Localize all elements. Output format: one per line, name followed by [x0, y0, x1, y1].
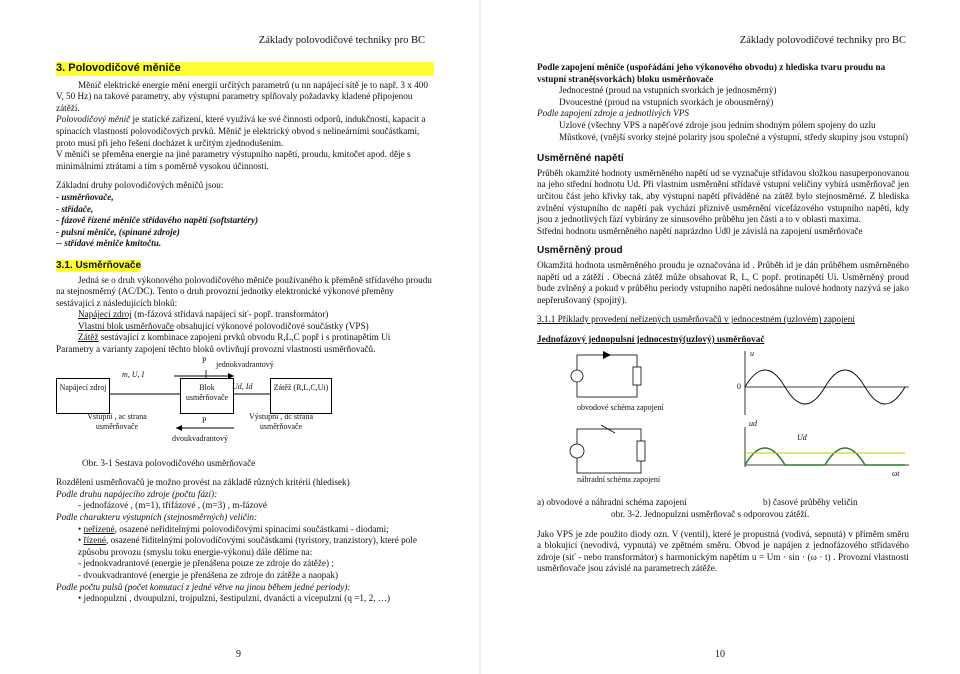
circuit-caption: obvodové schéma zapojení: [577, 403, 664, 413]
two-quadrant-label: dvoukvadrantový: [172, 433, 228, 443]
rectified-voltage-text: Průběh okamžité hodnoty usměrněného napětí ud se vyznačuje střídavou složkou nasuperponovanou na jeho střední hodnotu Ud. Při vlastním usměrnění střídavé vstupní veličiny vybírá usměrňovač jen určitou část jeho křivky tak, aby výstupní napětí přiváděné na zátěž bylo stejnosměrné. Z hlediska zvlnění výstupního dc napětí pak vychází přiznivě usměrnění vícefázového vstupního napětí, kdy jsou z jednotlivých fází vybírány ze sinusového průběhu jen části a to v oblasti maxima.: [537, 167, 909, 225]
rectified-voltage-text-2: Střední hodnotu usměrněného napětí naprázdno Ud0 je závislá na zapojení usměrňovače: [537, 225, 863, 236]
converter-types-title: Základní druhy polovodičových měničů jsou:: [56, 180, 224, 191]
criterion-two-quadrant: - dvoukvadrantové (energie je přenášena ze zdroje do zátěže a naopak): [78, 570, 339, 580]
criterion-pulses: • jednopulzní , dvoupulzní, trojpulzní, šestipulzní, dvanácti a vícepulzní (q =1, 2, …): [78, 593, 391, 604]
power-label-top: P: [202, 355, 207, 365]
intro-paragraph-2-text: je statické zařízení, které využívá ke své činnosti odporů, indukčností, kapacit a spínacích vlastností polovodičových prvků. Měnič je elektrický obvod s nelineárními součástkami, proto musí při jeho řešení docházet k určitým zjednodušením.: [56, 114, 426, 148]
source-bridge: Můstkové, (vnější svorky stejné polarity jsou společné a výstupní, středy skupiny jsou vstupní): [559, 131, 909, 142]
figure-caption-3-2: obr. 3-2. Jednopulzní usměrňovač s odporovou zátěží.: [611, 509, 810, 520]
term-semiconductor-converter: Polovodičový měnič: [56, 114, 131, 125]
rectifiers-intro: Jedná se o druh výkonového polovodičového měniče používaného k přeměně střídavého proudu na stejnosměrný (AC/DC). Tento o druh provozní jednotky elektronické výkonové přeměny sestávající z následujících bloků:: [56, 274, 432, 308]
label-omega-t: ωt: [892, 469, 900, 479]
rectified-voltage-title: Usměrněné napětí: [537, 153, 624, 165]
caption-b: b) časové průběhy veličin: [763, 497, 858, 508]
subsection-title: 3.1.1 Příklady provedení neřízených usměrňovačů v jednocestném (uzlovém) zapojení: [537, 314, 855, 325]
intro-paragraph-1: Měnič elektrické energie mění energii určitých parametrů (u nn napájecí sítě je to např. 3 x 400 V, 50 Hz) na takové parametry, aby výstupní parametry splňovaly požadavky kladené připojenou zátěží.: [56, 79, 428, 113]
connection-one-way: Jednocestné (proud na vstupních svorkách je jednosměrný): [559, 85, 777, 96]
criterion-uncontrolled: • neřízené, osazené neřiditelnými polovodičovými spínacími součástkami - diodami;: [78, 523, 389, 534]
connection-two-way: Dvoucestné (proud na vstupních svorkách je obousměrný): [559, 96, 774, 107]
converter-type-item: - střídače,: [56, 203, 94, 214]
caption-a: a) obvodové a náhradní schéma zapojení: [537, 497, 687, 508]
power-label-bottom: P: [202, 415, 207, 425]
criterion-single-quadrant: - jednokvadrantové (energie je přenášena pouze ze zdroje do zátěže) ;: [78, 558, 334, 569]
converter-type-item: - pulsní měniče, (spínané zdroje): [56, 226, 180, 237]
label-zero: 0: [737, 382, 741, 392]
figure-caption-3-1: Obr. 3-1 Sestava polovodičového usměrňovače: [82, 457, 256, 468]
block-item-source: Napájecí zdroj (m-fázová střídavá napájecí síť- popř. transformátor): [78, 309, 329, 320]
converter-type-item: -- střídavé měniče kmitočtu.: [56, 238, 162, 249]
criterion-phases: - jednofázové , (m=1), třífázové , (m=3) , m-fázové: [78, 500, 267, 511]
single-phase-rectifier-title: Jednofázový jednopulsní jednocestný(uzlový) usměrňovač: [537, 333, 765, 344]
final-paragraph: Jako VPS je zde použito diody ozn. V (ventil), které je propustná (vodivá, sepnutá) v příměm směru a blokující (nevodivá, vypnutá) ve zpětném směru. Obvod je napájen z jednofázového střídavého zdroje (síť - nebo transformátor) s harmonickým napětím u = Um · sin · (ω · t) . Provozní vlastnosti usměrňovače jsou závislé na parametrech zátěže.: [537, 528, 909, 574]
block-item-load: Zátěž sestávající z kombinace zapojení prvků obvodu R,L,C popř i s protinapětím Ui: [78, 332, 391, 343]
label-u: u: [750, 349, 754, 359]
page-number: 9: [236, 649, 241, 660]
page-header: Základy polovodičové techniky pro BC: [739, 35, 906, 46]
input-params-label: m, U, I: [122, 369, 145, 379]
criterion-controlled: • řízené, osazené řiditelnými polovodičovými součástkami (tyristory, tranzistory), které pole způsobu provozu (smyslu toku energie-výkonu) dále dělíme na:: [78, 535, 417, 557]
label-ud-instant: ud: [749, 419, 757, 429]
rectified-current-text: Okamžitá hodnota usměrněného proudu je označována id . Průběh id je dán průběhem usměrněného napětí ud a zátěží . Obecná zátěž může obsahovat R, L, C popř. protinapětí Ui. Usměrněný proud bude zvlněný a pokud v průběhu periody vstupního napětí nedosáhne nulové hodnoty nazývá se jako nepřerušovaný (spojitý).: [537, 259, 909, 305]
output-side-label: Výstupní , dc strana usměrňovače: [249, 411, 313, 431]
source-criterion-title: Podle zapojení zdroje a jednotlivých VPS: [537, 108, 689, 119]
source-node: Uzlové (všechny VPS a napěťové zdroje jsou jedním shodným pólem spojeny do uzlu: [559, 119, 876, 130]
right-column: [537, 62, 909, 575]
left-page: [0, 0, 479, 674]
parameters-line: Parametry a varianty zapojení těchto bloků ovlivňují provozní vlastnosti usměrňovačů.: [56, 344, 376, 355]
rectifier-block-box: Blok usměrňovače: [180, 378, 234, 414]
division-line: Rozdělení usměrňovačů je možno provést na základě různých kritérií (hledisek): [56, 477, 350, 488]
page-header: Základy polovodičové techniky pro BC: [258, 35, 425, 46]
substitution-caption: náhradní schéma zapojení: [577, 475, 661, 485]
section-title: 3. Polovodičové měniče: [56, 62, 434, 76]
criterion-pulses-title: Podle počtu pulsů (počet komutací z jedné větve na jinou během jedné periody):: [56, 581, 351, 592]
load-box: Zátěž (R,L,C,Ui): [270, 378, 332, 414]
block-diagram-lines: [56, 355, 434, 462]
criterion-phases-title: Podle druhu napájecího zdroje (počtu fází):: [56, 488, 218, 499]
block-item-rectifier: Vlastní blok usměrňovače obsahující výkonové polovodičové součástky (VPS): [78, 320, 369, 331]
rectifier-illustration: [537, 347, 909, 497]
rectifiers-title: 3.1. Usměrňovače: [56, 259, 142, 271]
output-params-label: Ud, Id: [232, 381, 253, 391]
label-ud-mean: Ud: [797, 433, 807, 443]
page-number: 10: [715, 649, 725, 660]
criterion-character-title: Podle charakteru výstupních (stejnosměrných) veličin:: [56, 512, 258, 523]
right-page: [481, 0, 960, 674]
converter-type-item: - usměrňovače,: [56, 191, 114, 202]
left-column: [56, 62, 434, 605]
intro-paragraph-3: V měniči se přeměna energie na jiné parametry výstupního napětí, proudu, kmitočet apod. děje s minimálními ztrátami a tím s poměrně vysokou účinností.: [56, 149, 411, 171]
rectifier-block-diagram: [56, 355, 434, 462]
input-side-label: Vstupní , ac strana usměrňovače: [87, 411, 147, 431]
single-quadrant-label: jednokvadrantový: [216, 359, 274, 369]
connection-criterion-title: Podle zapojení měniče (uspořádání jeho výkonového obvodu) z hlediska tvaru proudu na vstupní straně(svorkách) bloku usměrňovače: [537, 62, 886, 84]
converter-type-item: - fázově řízené měniče střídavého napětí (softstartéry): [56, 215, 259, 226]
source-box: Napájecí zdroj: [56, 378, 110, 414]
rectified-current-title: Usměrněný proud: [537, 245, 623, 257]
intro-paragraph-2: [56, 114, 434, 149]
